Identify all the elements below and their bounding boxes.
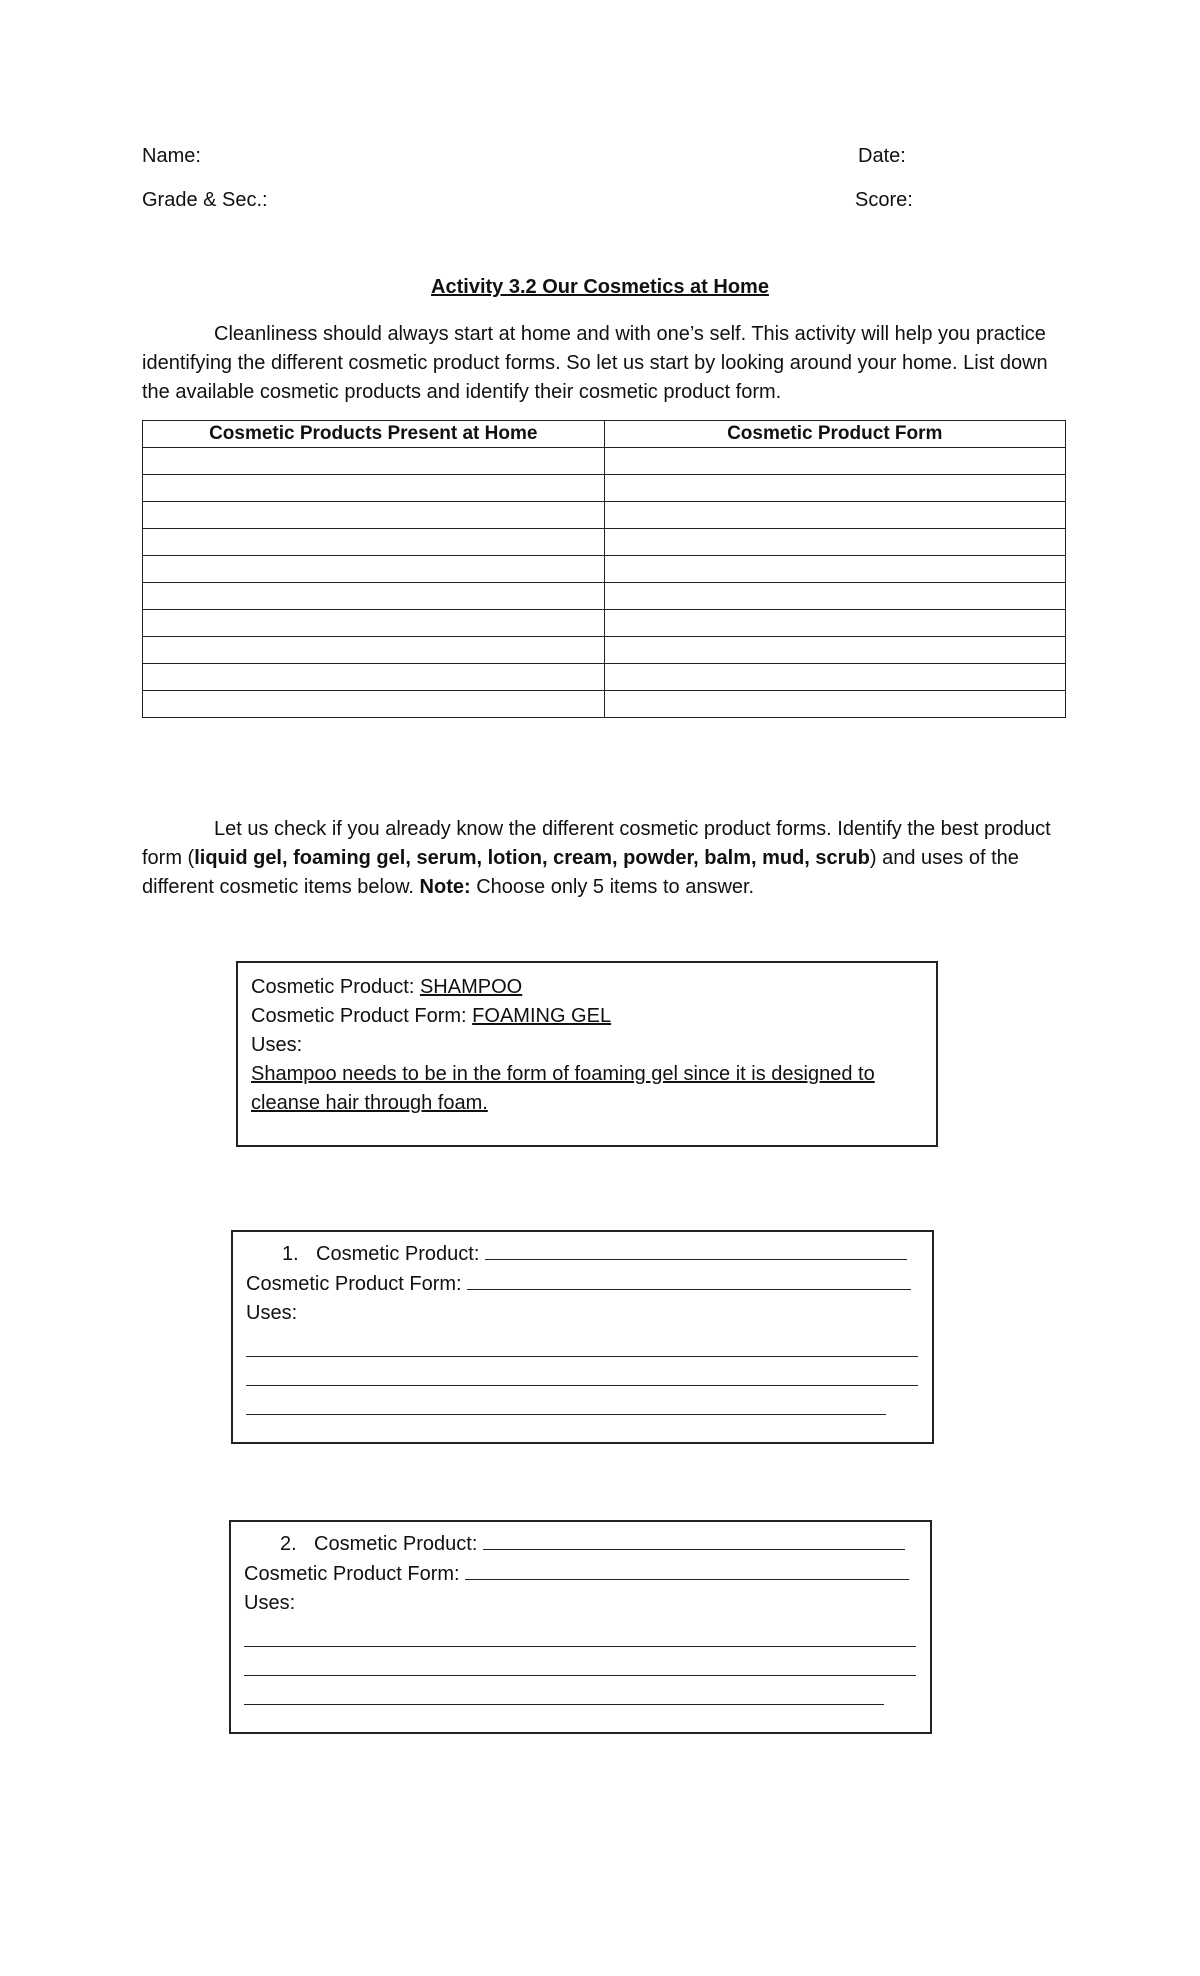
product-cell[interactable] [143,691,605,718]
item-2-product-blank[interactable] [483,1529,905,1550]
product-cell[interactable] [143,475,605,502]
table-row [143,637,1066,664]
table-row [143,664,1066,691]
product-cell[interactable] [143,664,605,691]
table-body [143,448,1066,718]
item-1-form-label: Cosmetic Product Form: [246,1273,462,1295]
name-label: Name: [142,145,201,167]
item-box-2 [229,1520,932,1734]
note-label: Note: [419,876,471,898]
item-2-form-line [244,1559,917,1589]
form-cell[interactable] [604,556,1066,583]
product-cell[interactable] [143,529,605,556]
instructions-paragraph [142,815,1062,902]
form-cell[interactable] [604,448,1066,475]
table-row [143,691,1066,718]
item-1-form-blank[interactable] [467,1269,911,1290]
example-form-label: Cosmetic Product Form: [251,1005,473,1027]
example-product-label: Cosmetic Product: [251,976,420,998]
item-1-uses-rule-3[interactable] [246,1386,886,1415]
item-1-uses-rule-2[interactable] [246,1357,918,1386]
item-1-product-label: Cosmetic Product: [316,1243,480,1265]
item-1-product-line [246,1239,919,1269]
item-1-number: 1. [282,1243,299,1265]
example-product-line [251,973,923,1002]
item-2-form-label: Cosmetic Product Form: [244,1563,460,1585]
product-cell[interactable] [143,637,605,664]
table-row [143,610,1066,637]
form-cell[interactable] [604,664,1066,691]
column-header-form: Cosmetic Product Form [604,421,1066,448]
example-uses-label: Uses: [251,1034,303,1056]
form-cell[interactable] [604,475,1066,502]
item-1-uses-rule-1[interactable] [246,1328,918,1357]
table-row [143,583,1066,610]
table-row [143,529,1066,556]
item-2-uses-rule-1[interactable] [244,1618,916,1647]
item-1-uses-label: Uses: [246,1302,298,1324]
table-row [143,475,1066,502]
example-uses-line-2: cleanse hair through foam. [251,1092,488,1114]
product-cell[interactable] [143,502,605,529]
table-row [143,556,1066,583]
item-2-uses-label: Uses: [244,1592,296,1614]
products-table [142,420,1066,718]
form-cell[interactable] [604,637,1066,664]
example-box [236,961,938,1147]
date-label: Date: [858,145,906,167]
instructions-lead: Let us check if you already know the different cosmetic product forms. Identify the best product form ( [142,818,1051,869]
form-cell[interactable] [604,529,1066,556]
form-cell[interactable] [604,691,1066,718]
item-1-product-blank[interactable] [485,1239,907,1260]
product-cell[interactable] [143,610,605,637]
form-cell[interactable] [604,502,1066,529]
product-cell[interactable] [143,583,605,610]
table-header-row [143,421,1066,448]
instructions-middle: ) and uses of the different cosmetic items below. [142,847,1019,898]
grade-section-label: Grade & Sec.: [142,189,268,211]
form-cell[interactable] [604,583,1066,610]
intro-paragraph: Cleanliness should always start at home and with one’s self. This activity will help you practice identifying the different cosmetic product forms. So let us start by looking around your home. List down the available cosmetic products and identify their cosmetic product form. [142,323,1048,403]
item-2-uses-rule-2[interactable] [244,1647,916,1676]
item-2-form-blank[interactable] [465,1559,909,1580]
product-forms-list: liquid gel, foaming gel, serum, lotion, cream, powder, balm, mud, scrub [194,847,870,869]
note-text: Choose only 5 items to answer. [470,876,755,898]
item-2-uses-rule-3[interactable] [244,1676,884,1705]
score-label: Score: [855,189,913,211]
example-uses-line-1: Shampoo needs to be in the form of foaming gel since it is designed to [251,1063,875,1085]
example-form-value: FOAMING GEL [472,1005,612,1027]
example-product-value: SHAMPOO [419,976,523,998]
table-row [143,448,1066,475]
item-2-product-label: Cosmetic Product: [314,1533,478,1555]
item-2-product-line [244,1529,917,1559]
product-cell[interactable] [143,448,605,475]
form-cell[interactable] [604,610,1066,637]
item-1-form-line [246,1269,919,1299]
column-header-products: Cosmetic Products Present at Home [143,421,605,448]
item-box-1 [231,1230,934,1444]
item-2-number: 2. [280,1533,297,1555]
product-cell[interactable] [143,556,605,583]
activity-title: Activity 3.2 Our Cosmetics at Home [431,276,769,298]
table-row [143,502,1066,529]
example-form-line [251,1002,923,1031]
